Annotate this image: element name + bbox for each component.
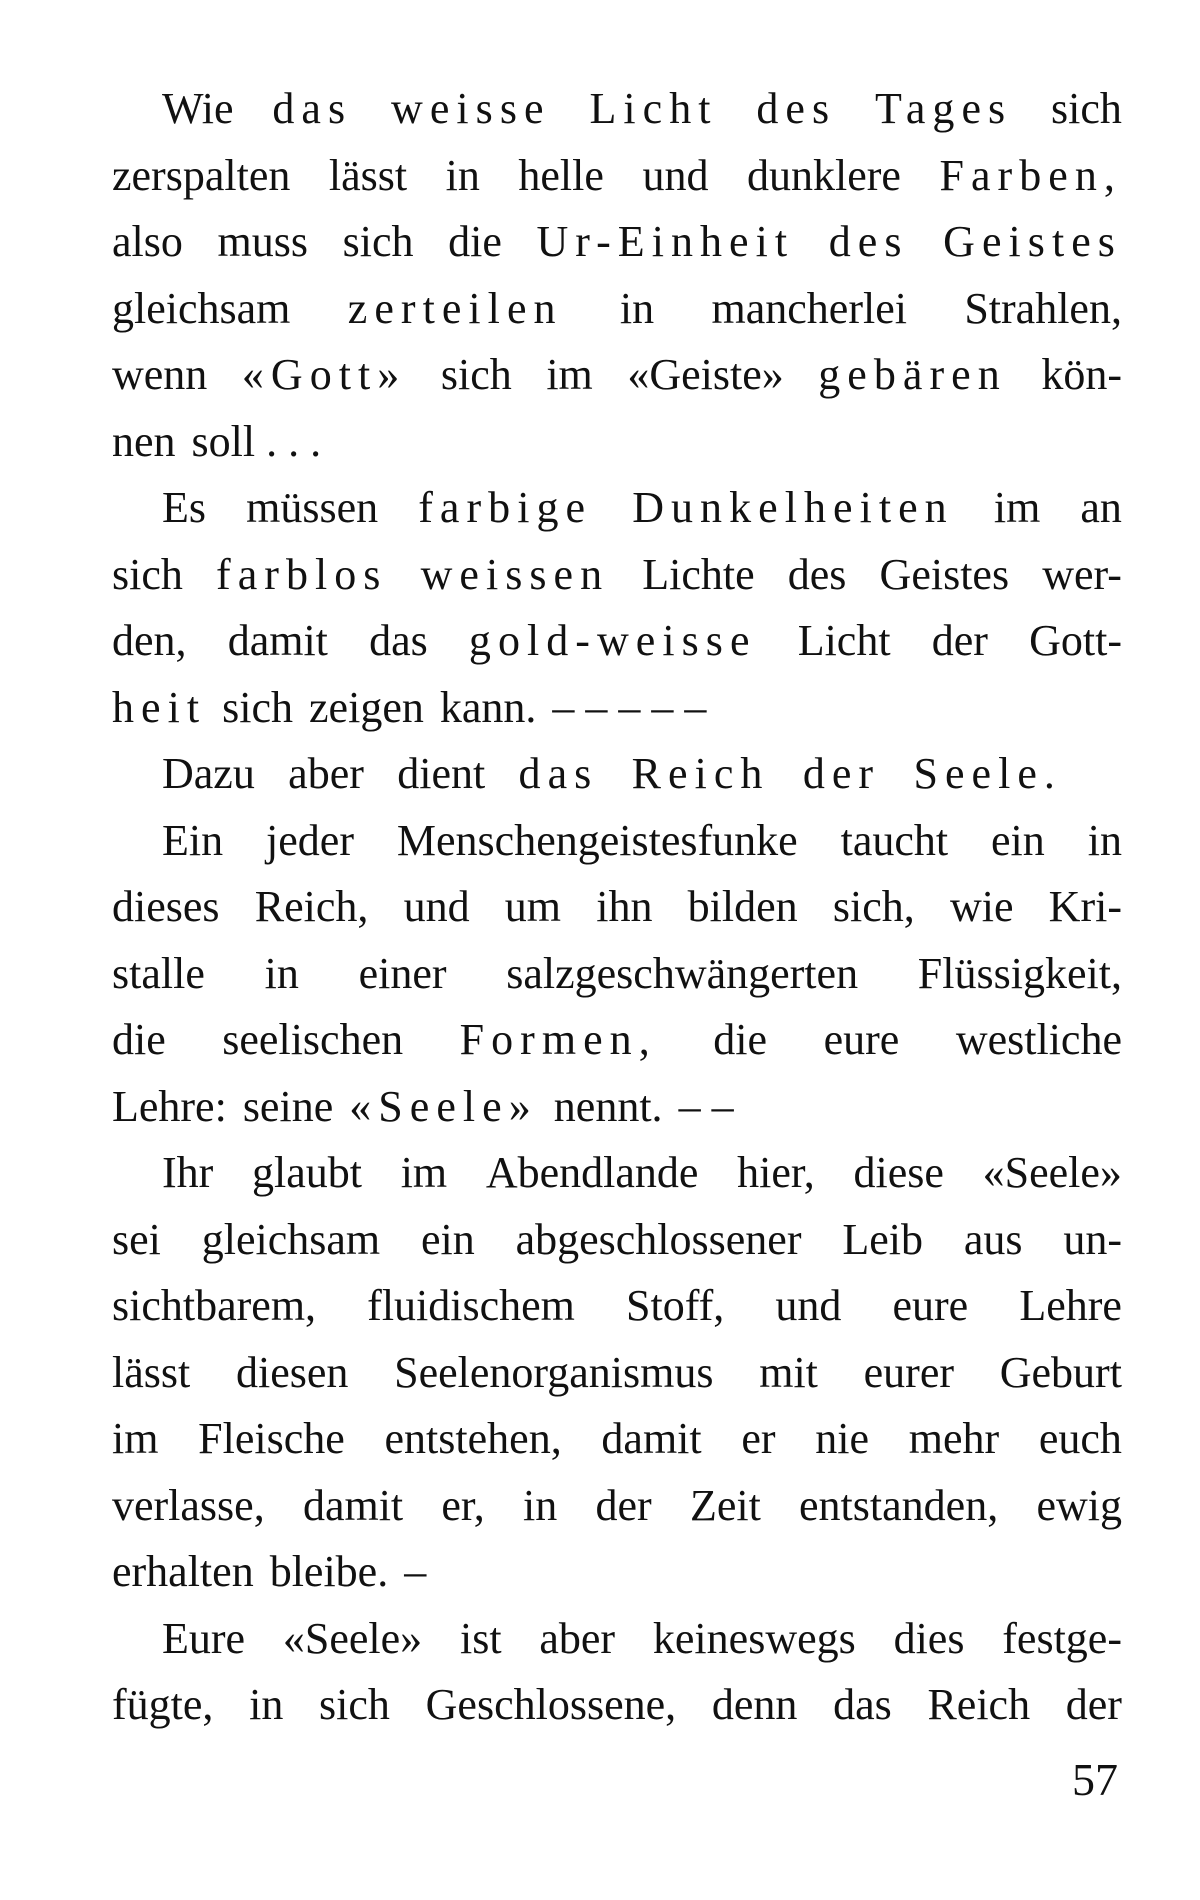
word: sich: [1051, 84, 1122, 133]
text-line: [112, 1207, 1122, 1274]
word: diesen: [235, 1347, 349, 1397]
text-line: [112, 342, 1122, 409]
text-line: [112, 1539, 1122, 1606]
word: lässt: [112, 1347, 191, 1397]
word: westliche: [955, 1015, 1122, 1064]
word: und: [642, 150, 709, 200]
word: Lichte: [642, 549, 755, 599]
word: um: [504, 882, 562, 931]
word: sich: [342, 217, 414, 266]
text-line: [112, 808, 1122, 875]
word: mancherlei: [711, 283, 907, 333]
word: abgeschlossener: [515, 1214, 802, 1264]
word: weissen: [420, 549, 610, 599]
text-line: [112, 209, 1122, 276]
word: euch: [1038, 1414, 1122, 1463]
text-line: [112, 1340, 1122, 1407]
word: farblos: [216, 549, 388, 599]
word: eure: [892, 1281, 969, 1330]
word: in: [523, 1480, 558, 1530]
word: der: [595, 1480, 652, 1530]
word: diese: [853, 1148, 944, 1197]
word: einer: [358, 948, 447, 998]
text-line: [112, 143, 1122, 210]
text-line: [112, 874, 1122, 941]
word: in: [619, 283, 655, 333]
word: in: [445, 150, 480, 200]
word: sich: [440, 350, 512, 399]
word: Seelenorganismus: [394, 1347, 714, 1397]
word: die: [112, 1015, 166, 1064]
word: Licht: [589, 84, 718, 133]
word: Geschlossene,: [425, 1680, 677, 1729]
word: entstehen,: [384, 1414, 562, 1463]
word: eurer: [863, 1347, 955, 1397]
text-line: [112, 1140, 1122, 1207]
word: Dazu: [162, 749, 255, 798]
word: den,: [112, 616, 187, 665]
word: das: [272, 84, 353, 133]
text-line: [112, 542, 1122, 609]
word: weisse: [391, 84, 551, 133]
word: fügte,: [112, 1680, 214, 1729]
word: fluidischem: [367, 1281, 575, 1330]
text-line: [112, 409, 1122, 476]
word: gold-weisse: [468, 616, 757, 665]
word: nen: [112, 416, 176, 466]
word: sich: [112, 549, 183, 599]
text-line: [112, 475, 1122, 542]
word: in: [264, 948, 299, 998]
word: Licht: [797, 616, 891, 665]
word: Ur-Einheit: [536, 217, 795, 266]
word: Ihr: [162, 1148, 214, 1197]
text-line: [112, 608, 1122, 675]
word: im: [112, 1414, 159, 1463]
word: die: [448, 217, 502, 266]
word: denn: [711, 1680, 798, 1729]
word: stalle: [112, 948, 205, 998]
word: der: [931, 616, 988, 665]
word: soll . . .: [191, 416, 322, 466]
word: farbige: [418, 483, 593, 532]
word: ein: [991, 815, 1045, 865]
word: Leib: [842, 1214, 923, 1264]
word: mehr: [908, 1414, 1000, 1463]
word: sich,: [832, 882, 915, 931]
word: Stoff,: [626, 1281, 725, 1330]
body-text: [112, 76, 1122, 1739]
word: Abendlande: [485, 1148, 699, 1197]
word: Dunkelheiten: [632, 483, 954, 532]
word: dient: [397, 749, 486, 798]
word: kön-: [1041, 350, 1122, 399]
word: sich: [319, 1680, 390, 1729]
word: Farben,: [939, 150, 1122, 200]
word: sich: [222, 682, 294, 732]
word: seine: [242, 1081, 334, 1131]
word: Geistes: [879, 549, 1010, 599]
word: und: [403, 882, 470, 931]
word: an: [1080, 483, 1122, 532]
word: Zeit: [689, 1480, 761, 1530]
word: der: [802, 749, 881, 798]
word: festge-: [1002, 1613, 1122, 1663]
word: gleichsam: [112, 283, 291, 333]
word: sichtbarem,: [112, 1281, 317, 1330]
word: Geistes: [943, 217, 1122, 266]
word: wenn: [112, 350, 208, 399]
text-line: [112, 1606, 1122, 1673]
word: im: [400, 1148, 448, 1197]
word: Lehre:: [112, 1081, 227, 1131]
word: mit: [759, 1347, 818, 1397]
word: «Geiste»: [627, 350, 784, 399]
word: dieses: [112, 882, 220, 931]
word: Ein: [162, 815, 224, 865]
word: das: [518, 749, 599, 798]
word: heit: [112, 682, 207, 732]
word: – –: [678, 1081, 734, 1131]
text-line: [112, 1007, 1122, 1074]
word: bilden: [687, 882, 798, 931]
word: er: [741, 1414, 776, 1463]
word: nie: [815, 1414, 870, 1463]
text-line: [112, 1406, 1122, 1473]
word: gebären: [818, 350, 1007, 399]
text-line: [112, 276, 1122, 343]
word: Tages: [875, 84, 1013, 133]
text-line: [112, 1074, 1122, 1141]
word: damit: [227, 616, 328, 665]
word: das: [833, 1680, 892, 1729]
word: er,: [441, 1480, 485, 1530]
word: –: [404, 1547, 427, 1596]
word: Kri-: [1048, 882, 1122, 931]
word: aus: [963, 1214, 1023, 1264]
word: ihn: [596, 882, 653, 931]
word: eure: [823, 1015, 900, 1064]
word: jeder: [266, 815, 354, 865]
word: lässt: [328, 150, 408, 200]
word: zeigen: [309, 682, 424, 732]
word: Reich,: [254, 882, 369, 931]
word: – – – – –: [552, 682, 707, 732]
word: im: [993, 483, 1041, 532]
word: und: [775, 1281, 842, 1330]
word: ein: [420, 1214, 475, 1264]
word: dunklere: [746, 150, 901, 200]
word: gleichsam: [201, 1214, 381, 1264]
word: «Seele»: [282, 1613, 423, 1663]
text-line: [112, 1672, 1122, 1739]
text-line: [112, 1473, 1122, 1540]
word: Fleische: [198, 1414, 345, 1463]
word: Formen,: [459, 1015, 657, 1064]
word: verlasse,: [112, 1480, 265, 1530]
word: helle: [518, 150, 604, 200]
word: «Seele»: [982, 1148, 1122, 1197]
word: Lehre: [1019, 1281, 1122, 1330]
page-number: 57: [1072, 1754, 1118, 1805]
word: Es: [162, 483, 206, 532]
word: des: [828, 217, 909, 266]
word: Seele.: [913, 749, 1062, 798]
word: müssen: [246, 483, 379, 532]
word: wer-: [1042, 549, 1122, 599]
word: Wie: [162, 84, 234, 133]
word: Gott-: [1029, 616, 1122, 665]
word: ist: [459, 1613, 502, 1663]
word: bleibe.: [269, 1547, 389, 1596]
word: des: [787, 549, 847, 599]
text-line: [112, 675, 1122, 742]
word: Strahlen,: [964, 283, 1122, 333]
word: glaubt: [252, 1148, 362, 1197]
word: zerteilen: [347, 283, 563, 333]
word: muss: [217, 217, 308, 266]
word: damit: [601, 1414, 702, 1463]
word: der: [1065, 1680, 1122, 1729]
word: wie: [949, 882, 1014, 931]
word: Geburt: [999, 1347, 1122, 1397]
word: in: [249, 1680, 284, 1729]
word: die: [713, 1015, 768, 1064]
word: salzgeschwängerten: [506, 948, 859, 998]
word: taucht: [840, 815, 949, 865]
word: damit: [302, 1480, 404, 1530]
word: zerspalten: [112, 150, 291, 200]
word: in: [1087, 815, 1122, 865]
text-line: [112, 941, 1122, 1008]
word: das: [369, 616, 428, 665]
word: un-: [1063, 1214, 1122, 1264]
word: des: [756, 84, 837, 133]
word: im: [546, 350, 593, 399]
word: aber: [288, 749, 364, 798]
word: keineswegs: [652, 1613, 856, 1663]
word: ewig: [1036, 1480, 1122, 1530]
word: entstanden,: [799, 1480, 999, 1530]
word: sei: [112, 1214, 161, 1264]
word: seelischen: [222, 1015, 404, 1064]
word: «Gott»: [241, 350, 407, 399]
word: dies: [893, 1613, 965, 1663]
text-line: [112, 76, 1122, 143]
word: aber: [539, 1613, 616, 1663]
word: also: [112, 217, 183, 266]
word: Reich: [927, 1680, 1031, 1729]
text-line: [112, 1273, 1122, 1340]
word: «Seele»: [349, 1081, 538, 1131]
text-line: [112, 741, 1122, 808]
word: Flüssigkeit,: [917, 948, 1122, 998]
word: Menschengeistesfunke: [396, 815, 798, 865]
word: Eure: [162, 1613, 246, 1663]
word: erhalten: [112, 1547, 254, 1596]
word: kann.: [439, 682, 537, 732]
word: Reich: [631, 749, 770, 798]
word: hier,: [737, 1148, 815, 1197]
word: nennt.: [553, 1081, 663, 1131]
